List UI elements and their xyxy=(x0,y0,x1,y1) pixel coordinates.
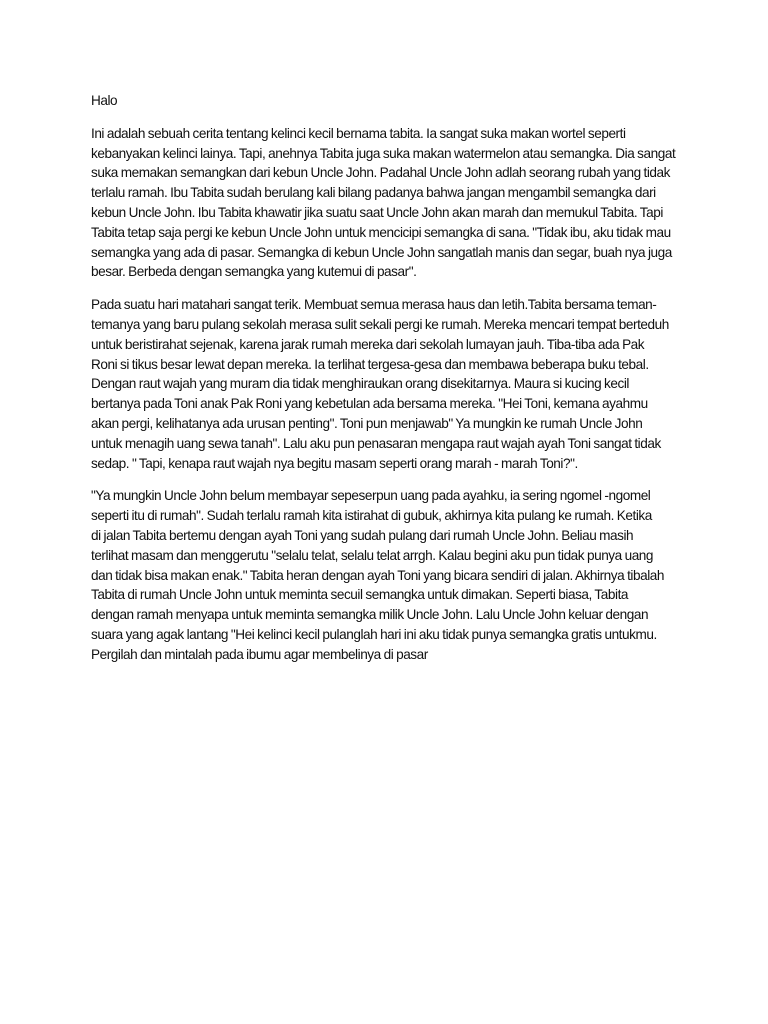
paragraph-line: kebun Uncle John. Ibu Tabita khawatir jika suatu saat Uncle John akan marah dan memukul Tabita. Tapi xyxy=(91,204,663,220)
paragraph-line: Tabita di rumah Uncle John untuk meminta secuil semangka untuk dimakan. Seperti biasa, Tabita xyxy=(91,587,629,603)
paragraph-line: kebanyakan kelinci lainya. Tapi, anehnya Tabita juga suka makan watermelon atau semangka. Dia sangat xyxy=(91,145,676,161)
paragraph-line: suara yang agak lantang "Hei kelinci kecil pulanglah hari ini aku tidak punya semangka gratis untukmu. xyxy=(91,626,657,642)
paragraph-line: Roni si tikus besar lewat depan mereka. Ia terlihat tergesa-gesa dan membawa beberapa buku tebal. xyxy=(91,356,649,372)
paragraph-line: seperti itu di rumah". Sudah terlalu ramah kita istirahat di gubuk, akhirnya kita pulang ke rumah. Ketika xyxy=(91,508,652,524)
paragraph-line: di jalan Tabita bertemu dengan ayah Toni yang sudah pulang dari rumah Uncle John. Beliau masih xyxy=(91,527,634,543)
paragraph-1 xyxy=(91,124,683,282)
paragraph-line: untuk beristirahat sejenak, karena jarak rumah mereka dari sekolah lumayan jauh. Tiba-tiba ada Pak xyxy=(91,336,645,352)
paragraph-line: temanya yang baru pulang sekolah merasa sulit sekali pergi ke rumah. Mereka mencari tempat berteduh xyxy=(91,316,669,332)
paragraph-line: Dengan raut wajah yang muram dia tidak menghiraukan orang disekitarnya. Maura si kucing kecil xyxy=(91,376,630,392)
paragraph-line: akan pergi, kelihatanya ada urusan penting". Toni pun menjawab" Ya mungkin ke rumah Uncle John xyxy=(91,415,643,431)
paragraph-line: besar. Berbeda dengan semangka yang kutemui di pasar". xyxy=(91,264,417,280)
paragraph-line: untuk menagih uang sewa tanah". Lalu aku pun penasaran mengapa raut wajah ayah Toni sangat tidak xyxy=(91,435,661,451)
greeting-text: Halo xyxy=(91,93,118,108)
paragraph-line: Ini adalah sebuah cerita tentang kelinci kecil bernama tabita. Ia sangat suka makan wortel seperti xyxy=(91,125,626,141)
paragraph-line: Pergilah dan mintalah pada ibumu agar membelinya di pasar xyxy=(91,646,428,662)
paragraph-line: dan tidak bisa makan enak." Tabita heran dengan ayah Toni yang bicara sendiri di jalan. Akhirnya tibalah xyxy=(91,567,664,583)
paragraph-line: semangka yang ada di pasar. Semangka di kebun Uncle John sangatlah manis dan segar, buah nya juga xyxy=(91,244,672,260)
paragraph-line: terlalu ramah. Ibu Tabita sudah berulang kali bilang padanya bahwa jangan mengambil semangka dari xyxy=(91,185,656,201)
paragraph-line: bertanya pada Toni anak Pak Roni yang kebetulan ada bersama mereka. "Hei Toni, kemana ayahmu xyxy=(91,396,648,412)
paragraph-line: Pada suatu hari matahari sangat terik. Membuat semua merasa haus dan letih.Tabita bersama teman- xyxy=(91,297,657,313)
paragraph-2 xyxy=(91,295,683,473)
paragraph-line: sedap. " Tapi, kenapa raut wajah nya begitu masam seperti orang marah - marah Toni?". xyxy=(91,455,578,471)
paragraph-line: dengan ramah menyapa untuk meminta semangka milik Uncle John. Lalu Uncle John keluar dengan xyxy=(91,607,649,623)
paragraph-line: "Ya mungkin Uncle John belum membayar sepeserpun uang pada ayahku, ia sering ngomel -ngomel xyxy=(91,488,651,504)
document-page xyxy=(91,91,683,678)
paragraph-3 xyxy=(91,486,683,664)
paragraph-line: terlihat masam dan menggerutu "selalu telat, selalu telat arrgh. Kalau begini aku pun tidak punya uang xyxy=(91,547,654,563)
paragraph-line: suka memakan semangkan dari kebun Uncle John. Padahal Uncle John adlah seorang rubah yang tidak xyxy=(91,165,670,181)
paragraph-line: Tabita tetap saja pergi ke kebun Uncle John untuk mencicipi semangka di sana. "Tidak ibu, aku tidak mau xyxy=(91,224,671,240)
